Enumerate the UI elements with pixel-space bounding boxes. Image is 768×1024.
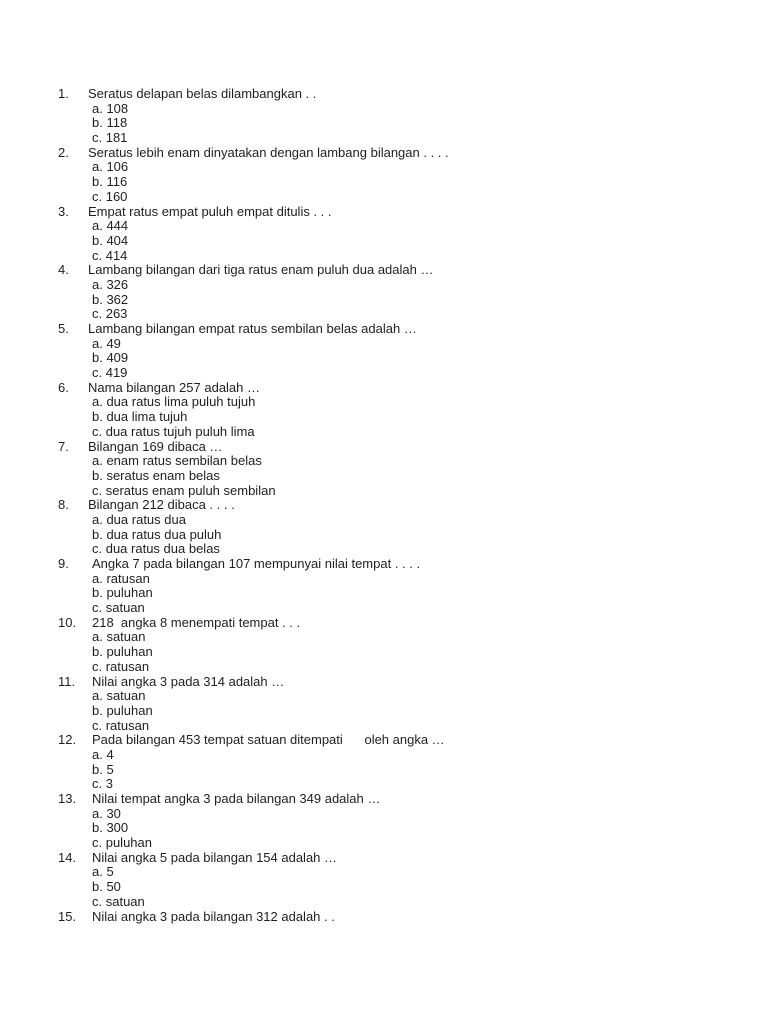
answer-option: a. 444 <box>92 218 129 234</box>
answer-option: b. 118 <box>92 115 128 131</box>
answer-option: c. seratus enam puluh sembilan <box>92 482 276 498</box>
question-text: Nilai angka 3 pada 314 adalah … <box>92 673 285 689</box>
option-row <box>0 366 768 381</box>
answer-option: c. ratusan <box>92 658 150 674</box>
option-row <box>0 821 768 836</box>
answer-option: c. dua ratus dua belas <box>92 541 220 557</box>
answer-option: b. 404 <box>92 232 129 248</box>
option-row <box>0 337 768 352</box>
option-row <box>0 293 768 308</box>
question-row <box>0 322 768 337</box>
question-number: 7. <box>58 438 69 454</box>
option-row <box>0 528 768 543</box>
answer-option: a. dua ratus dua <box>92 511 186 527</box>
question-row <box>0 733 768 748</box>
question-number: 1. <box>58 86 69 101</box>
question-row <box>0 263 768 278</box>
option-row <box>0 660 768 675</box>
question-number: 8. <box>58 497 69 513</box>
question-number: 6. <box>58 379 69 395</box>
option-row <box>0 249 768 264</box>
option-row <box>0 836 768 851</box>
answer-option: c. dua ratus tujuh puluh lima <box>92 423 255 439</box>
option-row <box>0 175 768 190</box>
question-number: 12. <box>58 732 77 748</box>
answer-option: c. satuan <box>92 600 145 616</box>
option-row <box>0 895 768 910</box>
question-text: Nilai angka 5 pada bilangan 154 adalah … <box>92 849 338 865</box>
question-number: 14. <box>58 849 77 865</box>
question-row <box>0 498 768 513</box>
option-row <box>0 160 768 175</box>
question-number: 5. <box>58 321 69 336</box>
option-row <box>0 807 768 822</box>
option-row <box>0 131 768 146</box>
question-text: Empat ratus empat puluh empat ditulis . . . <box>88 203 332 219</box>
option-row <box>0 645 768 660</box>
question-text: Nilai tempat angka 3 pada bilangan 349 adalah … <box>92 791 381 806</box>
answer-option: a. satuan <box>92 688 146 704</box>
option-row <box>0 484 768 499</box>
option-row <box>0 689 768 704</box>
option-row <box>0 190 768 205</box>
question-number: 15. <box>58 908 77 924</box>
question-number: 4. <box>58 262 69 278</box>
question-row <box>0 675 768 690</box>
option-row <box>0 469 768 484</box>
option-row <box>0 542 768 557</box>
answer-option: c. 181 <box>92 130 128 146</box>
option-row <box>0 395 768 410</box>
answer-option: c. 3 <box>92 776 113 792</box>
question-text: Nama bilangan 257 adalah … <box>88 379 261 395</box>
question-text: Angka 7 pada bilangan 107 mempunyai nilai tempat . . . . <box>92 556 421 571</box>
answer-option: a. 108 <box>92 100 129 116</box>
answer-option: c. 263 <box>92 306 128 322</box>
question-row <box>0 205 768 220</box>
option-row <box>0 719 768 734</box>
option-row <box>0 278 768 293</box>
question-row <box>0 557 768 572</box>
option-row <box>0 763 768 778</box>
question-number: 3. <box>58 203 69 219</box>
question-text: Seratus delapan belas dilambangkan . . <box>88 86 317 101</box>
answer-option: c. 160 <box>92 188 128 204</box>
answer-option: a. 49 <box>92 335 121 351</box>
answer-option: a. 5 <box>92 864 114 880</box>
option-row <box>0 630 768 645</box>
option-row <box>0 601 768 616</box>
answer-option: b. dua lima tujuh <box>92 409 188 425</box>
question-row <box>0 792 768 807</box>
question-row <box>0 616 768 631</box>
answer-option: b. 362 <box>92 291 129 307</box>
answer-option: b. 5 <box>92 761 114 777</box>
option-row <box>0 513 768 528</box>
question-number: 11. <box>58 673 76 689</box>
answer-option: a. ratusan <box>92 570 150 586</box>
answer-option: b. dua ratus dua puluh <box>92 526 222 542</box>
answer-option: a. 106 <box>92 159 129 175</box>
answer-option: c. 414 <box>92 247 128 263</box>
answer-option: a. dua ratus lima puluh tujuh <box>92 394 256 410</box>
question-text: Nilai angka 3 pada bilangan 312 adalah . . <box>92 908 335 924</box>
option-row <box>0 425 768 440</box>
option-row <box>0 116 768 131</box>
question-row <box>0 87 768 102</box>
answer-option: b. puluhan <box>92 585 153 601</box>
question-text: Seratus lebih enam dinyatakan dengan lambang bilangan . . . . <box>88 144 449 160</box>
answer-option: b. puluhan <box>92 702 153 718</box>
option-row <box>0 454 768 469</box>
question-number: 2. <box>58 144 69 160</box>
question-row <box>0 440 768 455</box>
answer-option: c. puluhan <box>92 835 152 851</box>
answer-option: a. satuan <box>92 629 146 645</box>
option-row <box>0 234 768 249</box>
question-text: Lambang bilangan empat ratus sembilan belas adalah … <box>88 321 417 336</box>
answer-option: b. 50 <box>92 879 121 895</box>
option-row <box>0 586 768 601</box>
answer-option: b. puluhan <box>92 644 153 660</box>
answer-option: a. 4 <box>92 746 114 762</box>
question-number: 10. <box>58 614 77 630</box>
option-row <box>0 410 768 425</box>
answer-option: b. seratus enam belas <box>92 467 220 483</box>
answer-option: b. 116 <box>92 174 128 190</box>
question-text: 218 angka 8 menempati tempat . . . <box>92 614 301 630</box>
answer-option: a. 326 <box>92 276 129 292</box>
option-row <box>0 572 768 587</box>
answer-option: a. enam ratus sembilan belas <box>92 453 262 469</box>
option-row <box>0 880 768 895</box>
answer-option: b. 300 <box>92 820 129 836</box>
question-list <box>0 87 768 924</box>
question-text: Lambang bilangan dari tiga ratus enam puluh dua adalah … <box>88 262 434 278</box>
answer-option: c. ratusan <box>92 717 150 733</box>
option-row <box>0 307 768 322</box>
question-row <box>0 851 768 866</box>
option-row <box>0 704 768 719</box>
question-number: 13. <box>58 791 77 806</box>
option-row <box>0 219 768 234</box>
answer-option: a. 30 <box>92 805 121 821</box>
question-text: Bilangan 169 dibaca … <box>88 438 223 454</box>
question-text: Bilangan 212 dibaca . . . . <box>88 497 235 513</box>
question-row <box>0 381 768 396</box>
question-row <box>0 910 768 925</box>
answer-option: c. 419 <box>92 365 128 381</box>
option-row <box>0 777 768 792</box>
answer-option: c. satuan <box>92 893 145 909</box>
option-row <box>0 102 768 117</box>
question-text: Pada bilangan 453 tempat satuan ditempati oleh angka … <box>92 732 445 748</box>
question-row <box>0 146 768 161</box>
question-number: 9. <box>58 556 69 571</box>
answer-option: b. 409 <box>92 350 129 366</box>
option-row <box>0 865 768 880</box>
option-row <box>0 748 768 763</box>
option-row <box>0 351 768 366</box>
